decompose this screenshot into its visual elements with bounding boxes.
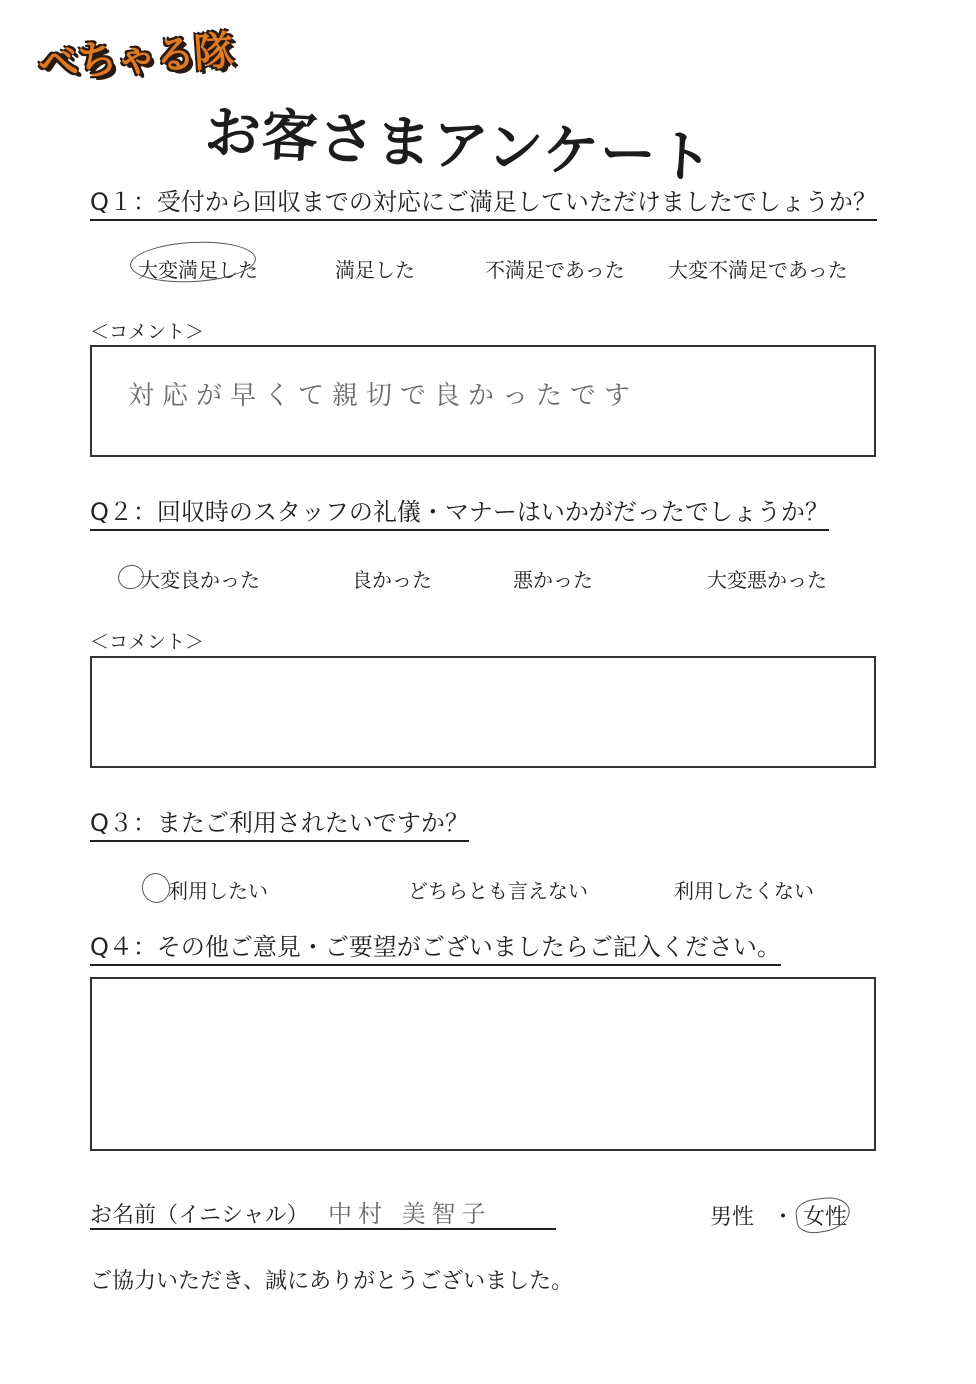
q3-option-neutral[interactable]: どちらとも言えない (408, 879, 588, 903)
gender-female-option[interactable]: 女性 (803, 1205, 848, 1230)
q2-comment-box[interactable] (90, 656, 876, 768)
q2-option-good[interactable]: 良かった (352, 568, 432, 592)
page-title: お客さまアンケート (203, 100, 716, 192)
q1-option-unsatisfied[interactable]: 不満足であった (485, 258, 625, 282)
q1-option-satisfied[interactable]: 満足した (335, 258, 415, 282)
q1-option-very-satisfied[interactable]: 大変満足した (138, 258, 258, 282)
name-label: お名前（イニシャル） (90, 1203, 309, 1228)
brand-logo: べちゃる隊 (36, 19, 235, 89)
gender-male-option[interactable]: 男性 (710, 1205, 755, 1230)
gender-separator: ・ (772, 1205, 795, 1230)
q1-option-very-unsatisfied[interactable]: 大変不満足であった (668, 258, 848, 282)
q1-comment-handwriting: 対応が早くて親切で良かったです (128, 381, 639, 411)
q2-option-very-good[interactable]: 大変良かった (140, 568, 260, 592)
thank-you-message: ご協力いただき、誠にありがとうございました。 (90, 1269, 574, 1294)
q2-option-very-bad[interactable]: 大変悪かった (707, 568, 827, 592)
name-handwriting: 中村 美智子 (328, 1200, 492, 1228)
q2-comment-label: ＜コメント＞ (90, 631, 205, 653)
q3-option-no[interactable]: 利用したくない (674, 879, 814, 903)
q4-answer-box[interactable] (90, 977, 876, 1151)
q4-question: Q４：その他ご意見・ご要望がございましたらご記入ください。 (90, 932, 781, 966)
q3-question: Q３：またご利用されたいですか？ (90, 808, 469, 842)
q2-option-bad[interactable]: 悪かった (513, 568, 593, 592)
q3-option-yes[interactable]: 利用したい (168, 879, 268, 903)
name-field[interactable] (90, 1196, 556, 1230)
q1-question: Q１：受付から回収までの対応にご満足していただけましたでしょうか？ (90, 187, 877, 221)
q1-comment-label: ＜コメント＞ (90, 321, 205, 343)
q2-question: Q２：回収時のスタッフの礼儀・マナーはいかがだったでしょうか？ (90, 497, 829, 531)
q1-comment-box[interactable] (90, 345, 876, 457)
